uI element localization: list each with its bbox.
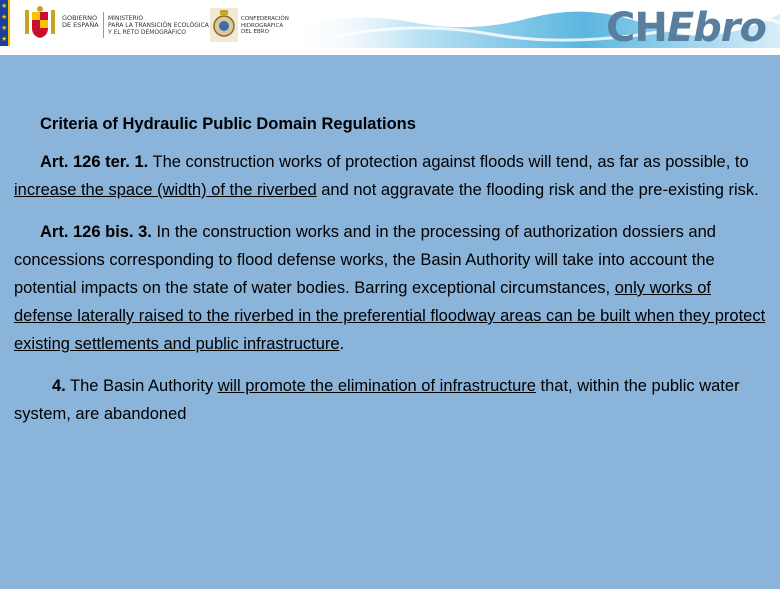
- conf-line-1: CONFEDERACIÓN: [241, 16, 289, 22]
- header-banner: [0, 0, 780, 55]
- underlined-text: will promote the elimination of infrastructure: [217, 377, 536, 395]
- ministry-line-1: MINISTERIO: [108, 15, 144, 22]
- regulation-text: [14, 110, 770, 442]
- paragraph-text: The Basin Authority: [65, 377, 218, 395]
- gov-line-1: GOBIERNO: [62, 14, 98, 22]
- paragraph-text: The construction works of protection against floods will tend, as far as possible, to: [148, 153, 749, 171]
- article-126-bis-paragraph: [14, 218, 770, 358]
- confederation-emblem-icon: [210, 8, 238, 42]
- logo-ebro: Ebro: [666, 5, 766, 51]
- ministry-label: [108, 15, 209, 36]
- ministry-line-3: Y EL RETO DEMOGRÁFICO: [108, 29, 186, 36]
- conf-line-3: DEL EBRO: [241, 29, 269, 35]
- paragraph-text: and not aggravate the flooding risk and the pre-existing risk.: [316, 181, 759, 199]
- article-126-ter-paragraph: [14, 148, 770, 204]
- eu-stars-icon: [0, 0, 8, 46]
- spain-coat-of-arms-icon: [23, 6, 57, 42]
- confederation-label: [241, 16, 289, 36]
- divider: [103, 12, 104, 38]
- section-heading: Criteria of Hydraulic Public Domain Regulations: [40, 115, 416, 133]
- paragraph-text: In the construction works and in the processing of authorization dossiers and concessions corresponding to flood defense works, the Basin Authority will take into account the potential impacts on the state of water bodies. Barring exceptional circumstances,: [14, 223, 716, 297]
- logo-ch: CH: [605, 5, 667, 51]
- article-label: Art. 126 bis. 3.: [40, 223, 152, 241]
- paragraph-text: .: [339, 335, 345, 353]
- chebro-logo: [606, 6, 766, 50]
- article-label: Art. 126 ter. 1.: [40, 153, 149, 171]
- article-label: 4.: [52, 377, 66, 395]
- gov-line-2: DE ESPAÑA: [62, 21, 99, 29]
- conf-line-2: HIDROGRÁFICA: [241, 22, 284, 29]
- article-4-paragraph: [14, 372, 770, 428]
- government-label: [62, 15, 99, 29]
- paragraph-text: that, within the public water system, are abandoned: [14, 377, 740, 423]
- underlined-text: increase the space (width) of the riverbed: [14, 181, 317, 199]
- underlined-text: only works of defense laterally raised to the riverbed in the preferential floodway areas can be built when they protect existing settlements and public infrastructure: [14, 279, 766, 353]
- ministry-line-2: PARA LA TRANSICIÓN ECOLÓGICA: [108, 22, 209, 29]
